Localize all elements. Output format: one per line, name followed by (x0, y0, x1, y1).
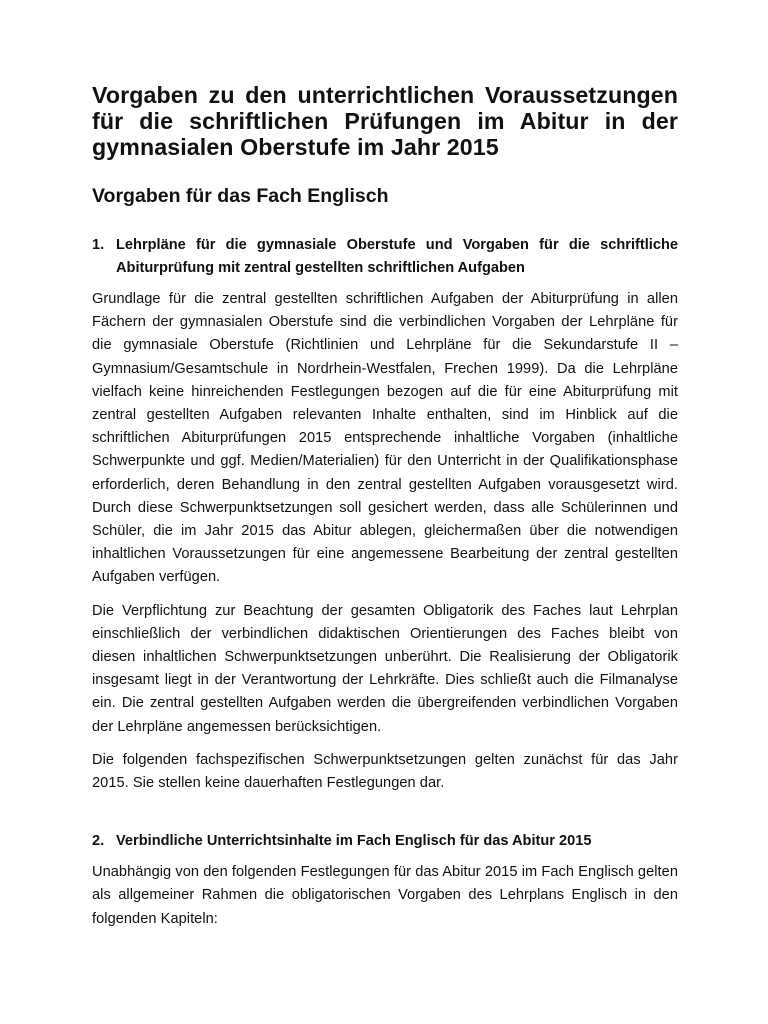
section-1-paragraph-2: Die Verpflichtung zur Beachtung der gesamten Obligatorik des Faches laut Lehrplan einschließlich der verbindlichen didaktischen Orientierungen des Faches bleibt von diesen inhaltlichen Schwerpunktsetzungen unberührt. Die Realisierung der Obligatorik insgesamt liegt in der Verantwortung der Lehrkräfte. Dies schließt auch die Filmanalyse ein. Die zentral gestellten Aufgaben werden die übergreifenden verbindlichen Vorgaben der Lehrpläne angemessen berücksichtigen. (92, 602, 678, 735)
section-1-number: 1. (92, 237, 105, 253)
section-1-heading (92, 234, 678, 280)
section-1-title: Lehrpläne für die gymnasiale Oberstufe und Vorgaben für die schriftliche Abiturprüfung mit zentral gestellten schriftlichen Aufgaben (116, 237, 678, 276)
section-2-paragraph-1: Unabhängig von den folgenden Festlegungen für das Abitur 2015 im Fach Englisch gelten als allgemeiner Rahmen die obligatorischen Vorgaben des Lehrplans Englisch in den folgenden Kapiteln: (92, 864, 678, 927)
document-title: Vorgaben zu den unterrichtlichen Voraussetzungen für die schriftlichen Prüfungen im Abitur in der gymnasialen Oberstufe im Jahr 2015 (92, 82, 678, 160)
section-1-paragraph-1: Grundlage für die zentral gestellten schriftlichen Aufgaben der Abiturprüfung in allen Fächern der gymnasialen Oberstufe sind die verbindlichen Vorgaben der Lehrpläne für die gymnasiale Oberstufe (Richtlinien und Lehrpläne für die Sekundarstufe II – Gymnasium/Gesamtschule in Nordrhein-Westfalen, Frechen 1999). Da die Lehrpläne vielfach keine hinreichenden Festlegungen bezogen auf die für eine Abiturprüfung mit zentral gestellten Aufgaben relevanten Inhalte enthalten, sind im Hinblick auf die schriftlichen Abiturprüfungen 2015 entsprechende inhaltliche Vorgaben (inhaltliche Schwerpunkte und ggf. Medien/Materialien) für den Unterricht in der Qualifikationsphase erforderlich, deren Behandlung in den zentral gestellten Aufgaben vorausgesetzt wird. Durch diese Schwerpunktsetzungen soll gesichert werden, dass alle Schülerinnen und Schüler, die im Jahr 2015 das Abitur ablegen, gleichermaßen über die notwendigen inhaltlichen Voraussetzungen für eine angemessene Bearbeitung der zentral gestellten Aufgaben verfügen. (92, 291, 678, 586)
section-2-heading (92, 830, 678, 853)
section-1-paragraph-3: Die folgenden fachspezifischen Schwerpunktsetzungen gelten zunächst für das Jahr 2015. Sie stellen keine dauerhaften Festlegungen dar. (92, 751, 678, 792)
document-page (92, 82, 678, 931)
section-2-title: Verbindliche Unterrichtsinhalte im Fach Englisch für das Abitur 2015 (116, 833, 592, 850)
document-subtitle: Vorgaben für das Fach Englisch (92, 185, 389, 207)
section-2-number: 2. (92, 833, 105, 850)
